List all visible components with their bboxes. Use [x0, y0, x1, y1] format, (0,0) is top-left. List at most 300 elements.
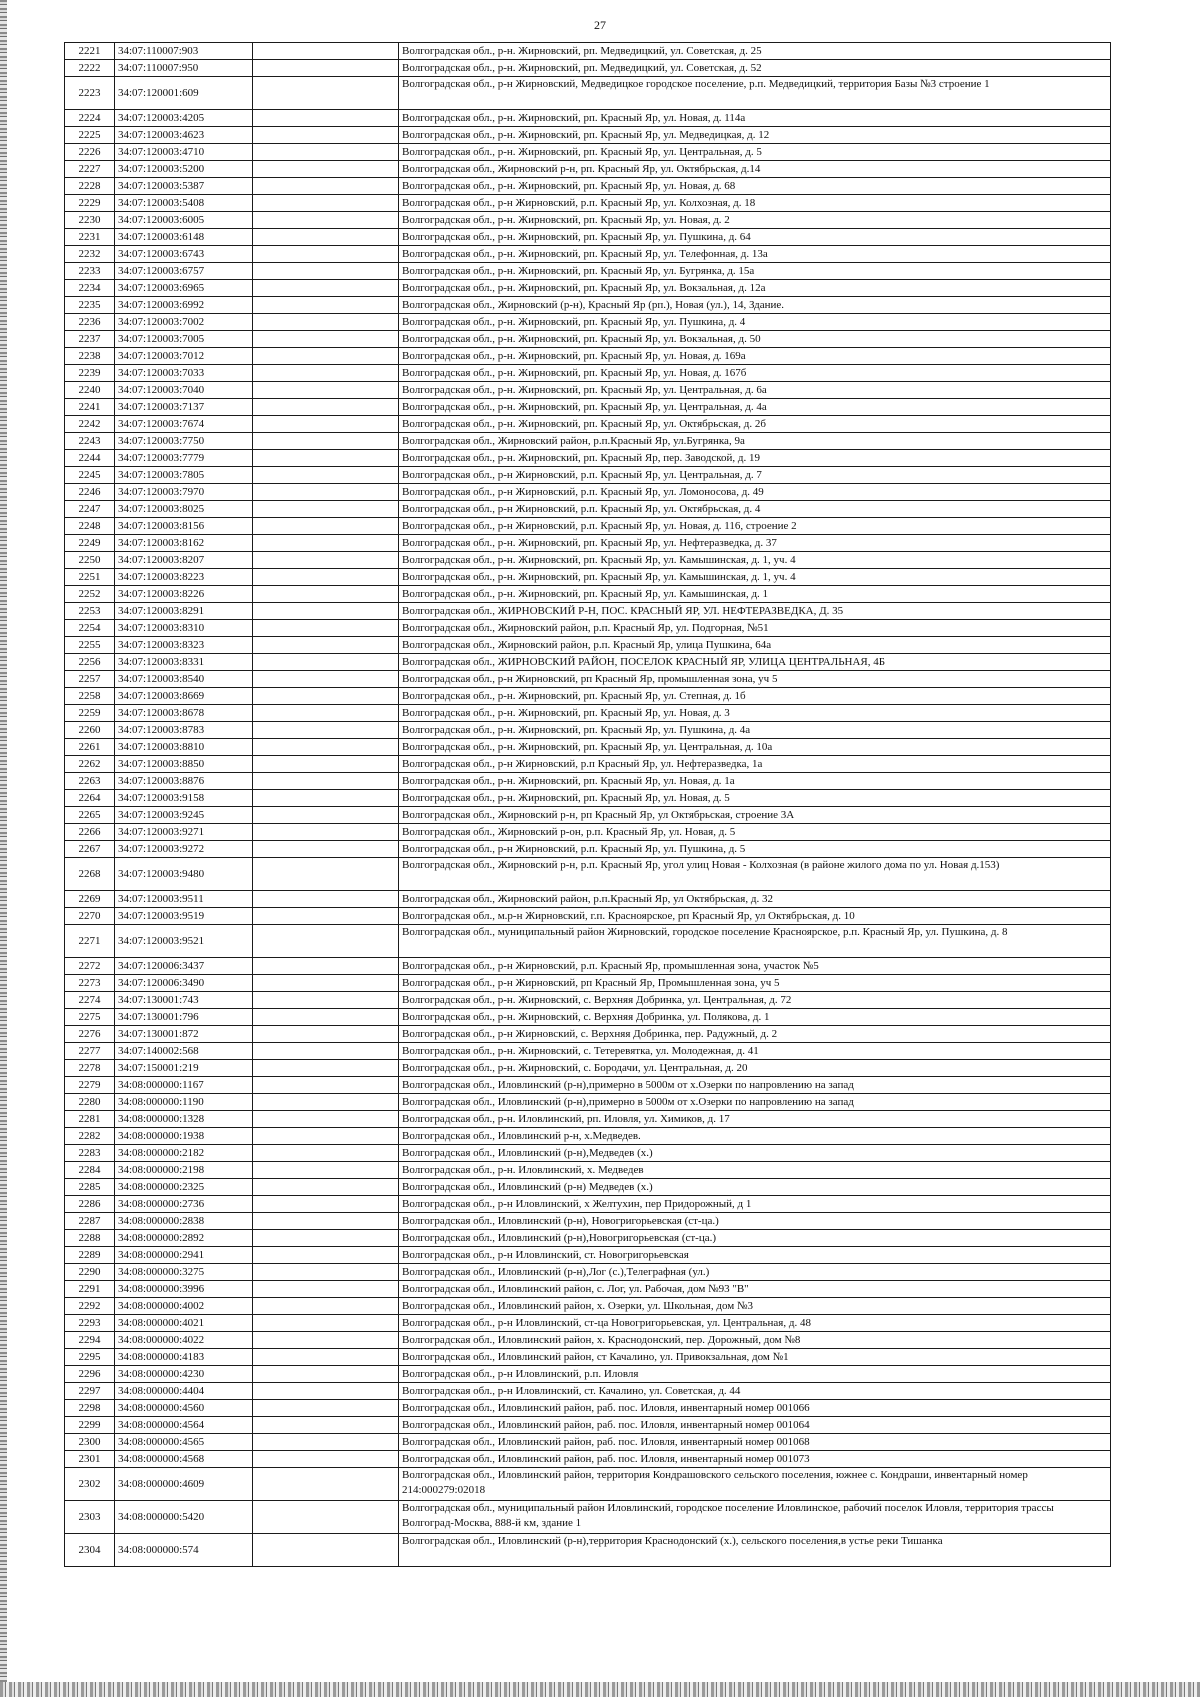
blank-cell [253, 161, 399, 178]
table-row [65, 586, 1111, 603]
cadastral-number-cell: 34:07:120003:8810 [115, 739, 253, 756]
table-row [65, 144, 1111, 161]
row-number-cell: 2250 [65, 552, 115, 569]
cadastral-number-cell: 34:07:120003:8025 [115, 501, 253, 518]
blank-cell [253, 1264, 399, 1281]
cadastral-number-cell: 34:07:130001:743 [115, 992, 253, 1009]
cadastral-number-cell: 34:07:120003:7005 [115, 331, 253, 348]
blank-cell [253, 1077, 399, 1094]
address-cell: Волгоградская обл., Иловлинский район, раб. пос. Иловля, инвентарный номер 001064 [399, 1417, 1111, 1434]
cadastral-number-cell: 34:07:120006:3490 [115, 975, 253, 992]
row-number-cell: 2289 [65, 1247, 115, 1264]
cadastral-number-cell: 34:07:120003:8540 [115, 671, 253, 688]
row-number-cell: 2287 [65, 1213, 115, 1230]
blank-cell [253, 1196, 399, 1213]
row-number-cell: 2244 [65, 450, 115, 467]
address-cell: Волгоградская обл., Жирновский р-н, рп Красный Яр, ул Октябрьская, строение 3А [399, 807, 1111, 824]
blank-cell [253, 1468, 399, 1501]
blank-cell [253, 1366, 399, 1383]
row-number-cell: 2258 [65, 688, 115, 705]
cadastral-number-cell: 34:07:120003:5387 [115, 178, 253, 195]
row-number-cell: 2274 [65, 992, 115, 1009]
address-cell: Волгоградская обл., р-н. Жирновский, рп. Красный Яр, ул. Новая, д. 3 [399, 705, 1111, 722]
address-cell: Волгоградская обл., р-н Иловлинский, х Желтухин, пер Придорожный, д 1 [399, 1196, 1111, 1213]
blank-cell [253, 110, 399, 127]
table-row [65, 178, 1111, 195]
table-row [65, 450, 1111, 467]
blank-cell [253, 807, 399, 824]
address-cell: Волгоградская обл., Иловлинский район, территория Кондрашовского сельского поселения, южнее с. Кондраши, инвентарный номер 214:000279:02018 [399, 1468, 1111, 1501]
row-number-cell: 2283 [65, 1145, 115, 1162]
row-number-cell: 2293 [65, 1315, 115, 1332]
table-row [65, 1366, 1111, 1383]
address-cell: Волгоградская обл., Иловлинский район, с. Лог, ул. Рабочая, дом №93 "В" [399, 1281, 1111, 1298]
table-row [65, 620, 1111, 637]
address-cell: Волгоградская обл., р-н. Жирновский, рп. Красный Яр, ул. Пушкина, д. 64 [399, 229, 1111, 246]
table-row [65, 773, 1111, 790]
row-number-cell: 2298 [65, 1400, 115, 1417]
blank-cell [253, 60, 399, 77]
address-cell: Волгоградская обл., р-н. Жирновский, рп. Красный Яр, ул. Бугрянка, д. 15а [399, 263, 1111, 280]
address-cell: Волгоградская обл., Жирновский р-н, рп. Красный Яр, ул. Октябрьская, д.14 [399, 161, 1111, 178]
blank-cell [253, 975, 399, 992]
cadastral-number-cell: 34:07:120003:9519 [115, 908, 253, 925]
cadastral-number-cell: 34:07:140002:568 [115, 1043, 253, 1060]
address-cell: Волгоградская обл., р-н Жирновский, с. Верхняя Добринка, пер. Радужный, д. 2 [399, 1026, 1111, 1043]
row-number-cell: 2245 [65, 467, 115, 484]
blank-cell [253, 1501, 399, 1534]
table-row [65, 1230, 1111, 1247]
blank-cell [253, 603, 399, 620]
cadastral-number-cell: 34:07:120003:6743 [115, 246, 253, 263]
row-number-cell: 2235 [65, 297, 115, 314]
table-row [65, 43, 1111, 60]
table-row [65, 569, 1111, 586]
cadastral-number-cell: 34:07:120003:9245 [115, 807, 253, 824]
address-cell: Волгоградская обл., р-н. Жирновский, с. Верхняя Добринка, ул. Полякова, д. 1 [399, 1009, 1111, 1026]
row-number-cell: 2254 [65, 620, 115, 637]
cadastral-number-cell: 34:07:120003:6757 [115, 263, 253, 280]
blank-cell [253, 77, 399, 110]
blank-cell [253, 1383, 399, 1400]
address-cell: Волгоградская обл., Иловлинский район, х. Краснодонский, пер. Дорожный, дом №8 [399, 1332, 1111, 1349]
address-cell: Волгоградская обл., р-н. Иловлинский, рп. Иловля, ул. Химиков, д. 17 [399, 1111, 1111, 1128]
cadastral-number-cell: 34:07:120003:8850 [115, 756, 253, 773]
table-row [65, 348, 1111, 365]
address-cell: Волгоградская обл., р-н. Жирновский, рп. Красный Яр, ул. Пушкина, д. 4а [399, 722, 1111, 739]
table-row [65, 110, 1111, 127]
cadastral-number-cell: 34:08:000000:4568 [115, 1451, 253, 1468]
table-row [65, 958, 1111, 975]
row-number-cell: 2286 [65, 1196, 115, 1213]
blank-cell [253, 501, 399, 518]
table-row [65, 280, 1111, 297]
table-row [65, 603, 1111, 620]
table-row [65, 756, 1111, 773]
address-cell: Волгоградская обл., Иловлинский (р-н), Новогригорьевская (ст-ца.) [399, 1213, 1111, 1230]
address-cell: Волгоградская обл., р-н. Жирновский, рп. Красный Яр, ул. Новая, д. 2 [399, 212, 1111, 229]
row-number-cell: 2234 [65, 280, 115, 297]
row-number-cell: 2243 [65, 433, 115, 450]
row-number-cell: 2229 [65, 195, 115, 212]
cadastral-number-cell: 34:08:000000:4021 [115, 1315, 253, 1332]
blank-cell [253, 1298, 399, 1315]
address-cell: Волгоградская обл., Жирновский район, р.п. Красный Яр, улица Пушкина, 64а [399, 637, 1111, 654]
cadastral-number-cell: 34:07:120003:7750 [115, 433, 253, 450]
cadastral-number-cell: 34:07:120003:4710 [115, 144, 253, 161]
cadastral-number-cell: 34:08:000000:1328 [115, 1111, 253, 1128]
cadastral-number-cell: 34:07:120003:8223 [115, 569, 253, 586]
blank-cell [253, 958, 399, 975]
row-number-cell: 2255 [65, 637, 115, 654]
blank-cell [253, 297, 399, 314]
table-row [65, 637, 1111, 654]
address-cell: Волгоградская обл., р-н Жирновский, р.п. Красный Яр, промышленная зона, участок №5 [399, 958, 1111, 975]
blank-cell [253, 1247, 399, 1264]
blank-cell [253, 891, 399, 908]
row-number-cell: 2222 [65, 60, 115, 77]
row-number-cell: 2249 [65, 535, 115, 552]
cadastral-number-cell: 34:07:120003:7033 [115, 365, 253, 382]
table-row [65, 1111, 1111, 1128]
table-row [65, 77, 1111, 110]
cadastral-number-cell: 34:07:120003:9271 [115, 824, 253, 841]
row-number-cell: 2227 [65, 161, 115, 178]
row-number-cell: 2257 [65, 671, 115, 688]
row-number-cell: 2223 [65, 77, 115, 110]
row-number-cell: 2271 [65, 925, 115, 958]
table-row [65, 535, 1111, 552]
table-row [65, 1298, 1111, 1315]
row-number-cell: 2276 [65, 1026, 115, 1043]
blank-cell [253, 1417, 399, 1434]
address-cell: Волгоградская обл., р-н Иловлинский, ст. Качалино, ул. Советская, д. 44 [399, 1383, 1111, 1400]
cadastral-number-cell: 34:08:000000:2892 [115, 1230, 253, 1247]
address-cell: Волгоградская обл., муниципальный район Жирновский, городское поселение Красноярское, р.п. Красный Яр, ул. Пушкина, д. 8 [399, 925, 1111, 958]
cadastral-number-cell: 34:08:000000:3996 [115, 1281, 253, 1298]
blank-cell [253, 1315, 399, 1332]
address-cell: Волгоградская обл., р-н. Жирновский, рп. Красный Яр, ул. Камышинская, д. 1, уч. 4 [399, 569, 1111, 586]
blank-cell [253, 1162, 399, 1179]
row-number-cell: 2302 [65, 1468, 115, 1501]
blank-cell [253, 450, 399, 467]
cadastral-number-cell: 34:07:150001:219 [115, 1060, 253, 1077]
row-number-cell: 2285 [65, 1179, 115, 1196]
blank-cell [253, 586, 399, 603]
table-row [65, 1077, 1111, 1094]
address-cell: Волгоградская обл., Иловлинский (р-н),Лог (с.),Телеграфная (ул.) [399, 1264, 1111, 1281]
table-row [65, 1417, 1111, 1434]
row-number-cell: 2238 [65, 348, 115, 365]
cadastral-number-cell: 34:08:000000:4404 [115, 1383, 253, 1400]
row-number-cell: 2225 [65, 127, 115, 144]
table-row [65, 925, 1111, 958]
address-cell: Волгоградская обл., Иловлинский (р-н),примерно в 5000м от х.Озерки по напровлению на запад [399, 1077, 1111, 1094]
address-cell: Волгоградская обл., р-н. Жирновский, с. Верхняя Добринка, ул. Центральная, д. 72 [399, 992, 1111, 1009]
blank-cell [253, 195, 399, 212]
row-number-cell: 2291 [65, 1281, 115, 1298]
blank-cell [253, 382, 399, 399]
table-row [65, 1534, 1111, 1567]
row-number-cell: 2277 [65, 1043, 115, 1060]
address-cell: Волгоградская обл., р-н Жирновский, р.п. Красный Яр, ул. Октябрьская, д. 4 [399, 501, 1111, 518]
address-cell: Волгоградская обл., Жирновский (р-н), Красный Яр (рп.), Новая (ул.), 14, Здание. [399, 297, 1111, 314]
cadastral-number-cell: 34:08:000000:4022 [115, 1332, 253, 1349]
table-row [65, 705, 1111, 722]
table-row [65, 127, 1111, 144]
blank-cell [253, 654, 399, 671]
cadastral-number-cell: 34:08:000000:2325 [115, 1179, 253, 1196]
cadastral-number-cell: 34:07:120003:7779 [115, 450, 253, 467]
row-number-cell: 2280 [65, 1094, 115, 1111]
blank-cell [253, 535, 399, 552]
table-row [65, 263, 1111, 280]
cadastral-number-cell: 34:07:120003:7012 [115, 348, 253, 365]
row-number-cell: 2301 [65, 1451, 115, 1468]
cadastral-number-cell: 34:07:130001:796 [115, 1009, 253, 1026]
row-number-cell: 2278 [65, 1060, 115, 1077]
address-cell: Волгоградская обл., р-н Иловлинский, ст-ца Новогригорьевская, ул. Центральная, д. 48 [399, 1315, 1111, 1332]
blank-cell [253, 569, 399, 586]
table-row [65, 1315, 1111, 1332]
cadastral-number-cell: 34:08:000000:4565 [115, 1434, 253, 1451]
cadastral-number-cell: 34:08:000000:1190 [115, 1094, 253, 1111]
cadastral-number-cell: 34:07:120003:9158 [115, 790, 253, 807]
blank-cell [253, 992, 399, 1009]
table-row [65, 1196, 1111, 1213]
cadastral-number-cell: 34:07:120003:8310 [115, 620, 253, 637]
row-number-cell: 2230 [65, 212, 115, 229]
address-cell: Волгоградская обл., Иловлинский (р-н),Новогригорьевская (ст-ца.) [399, 1230, 1111, 1247]
cadastral-number-cell: 34:07:120003:8783 [115, 722, 253, 739]
blank-cell [253, 1332, 399, 1349]
row-number-cell: 2265 [65, 807, 115, 824]
cadastral-number-cell: 34:08:000000:5420 [115, 1501, 253, 1534]
table-row [65, 688, 1111, 705]
scan-bottom-edge [0, 1682, 1200, 1697]
blank-cell [253, 416, 399, 433]
table-row [65, 975, 1111, 992]
address-cell: Волгоградская обл., р-н. Жирновский, с. Тетеревятка, ул. Молодежная, д. 41 [399, 1043, 1111, 1060]
table-row [65, 1213, 1111, 1230]
table-row [65, 722, 1111, 739]
address-cell: Волгоградская обл., р-н Жирновский, рп Красный Яр, промышленная зона, уч 5 [399, 671, 1111, 688]
address-cell: Волгоградская обл., р-н. Жирновский, рп. Красный Яр, ул. Камышинская, д. 1, уч. 4 [399, 552, 1111, 569]
row-number-cell: 2239 [65, 365, 115, 382]
property-registry-table [64, 42, 1111, 1567]
cadastral-number-cell: 34:08:000000:574 [115, 1534, 253, 1567]
blank-cell [253, 688, 399, 705]
cadastral-number-cell: 34:07:120003:9521 [115, 925, 253, 958]
address-cell: Волгоградская обл., р-н. Жирновский, рп. Красный Яр, ул. Телефонная, д. 13а [399, 246, 1111, 263]
table-row [65, 1043, 1111, 1060]
address-cell: Волгоградская обл., р-н. Жирновский, рп. Красный Яр, ул. Новая, д. 5 [399, 790, 1111, 807]
address-cell: Волгоградская обл., Жирновский р-он, р.п. Красный Яр, ул. Новая, д. 5 [399, 824, 1111, 841]
table-row [65, 1281, 1111, 1298]
row-number-cell: 2268 [65, 858, 115, 891]
blank-cell [253, 314, 399, 331]
address-cell: Волгоградская обл., Жирновский р-н, р.п. Красный Яр, угол улиц Новая - Колхозная (в районе жилого дома по ул. Новая д.153) [399, 858, 1111, 891]
blank-cell [253, 1281, 399, 1298]
row-number-cell: 2270 [65, 908, 115, 925]
table-row [65, 314, 1111, 331]
row-number-cell: 2297 [65, 1383, 115, 1400]
table-row [65, 1009, 1111, 1026]
row-number-cell: 2263 [65, 773, 115, 790]
address-cell: Волгоградская обл., р-н. Жирновский, рп. Медведицкий, ул. Советская, д. 25 [399, 43, 1111, 60]
blank-cell [253, 773, 399, 790]
row-number-cell: 2281 [65, 1111, 115, 1128]
cadastral-number-cell: 34:08:000000:4183 [115, 1349, 253, 1366]
cadastral-number-cell: 34:08:000000:2198 [115, 1162, 253, 1179]
row-number-cell: 2288 [65, 1230, 115, 1247]
address-cell: Волгоградская обл., р-н. Жирновский, рп. Красный Яр, ул. Октябрьская, д. 2б [399, 416, 1111, 433]
table-row [65, 858, 1111, 891]
table-row [65, 824, 1111, 841]
row-number-cell: 2295 [65, 1349, 115, 1366]
scan-left-edge [0, 0, 7, 1697]
blank-cell [253, 1349, 399, 1366]
cadastral-number-cell: 34:07:120003:8876 [115, 773, 253, 790]
row-number-cell: 2272 [65, 958, 115, 975]
table-row [65, 365, 1111, 382]
cadastral-number-cell: 34:07:120003:8323 [115, 637, 253, 654]
blank-cell [253, 790, 399, 807]
address-cell: Волгоградская обл., р-н. Жирновский, рп. Медведицкий, ул. Советская, д. 52 [399, 60, 1111, 77]
table-row [65, 1434, 1111, 1451]
cadastral-number-cell: 34:07:120001:609 [115, 77, 253, 110]
blank-cell [253, 1060, 399, 1077]
row-number-cell: 2248 [65, 518, 115, 535]
blank-cell [253, 484, 399, 501]
address-cell: Волгоградская обл., р-н. Жирновский, рп. Красный Яр, ул. Новая, д. 114а [399, 110, 1111, 127]
cadastral-number-cell: 34:07:120003:6148 [115, 229, 253, 246]
address-cell: Волгоградская обл., р-н. Жирновский, рп. Красный Яр, ул. Новая, д. 68 [399, 178, 1111, 195]
row-number-cell: 2279 [65, 1077, 115, 1094]
address-cell: Волгоградская обл., р-н Жирновский, Медведицкое городское поселение, р.п. Медведицкий, территория Базы №3 строение 1 [399, 77, 1111, 110]
row-number-cell: 2296 [65, 1366, 115, 1383]
table-row [65, 246, 1111, 263]
table-row [65, 195, 1111, 212]
cadastral-number-cell: 34:07:110007:903 [115, 43, 253, 60]
table-row [65, 1264, 1111, 1281]
blank-cell [253, 620, 399, 637]
row-number-cell: 2233 [65, 263, 115, 280]
blank-cell [253, 1434, 399, 1451]
blank-cell [253, 1111, 399, 1128]
table-row [65, 790, 1111, 807]
blank-cell [253, 1179, 399, 1196]
table-row [65, 1400, 1111, 1417]
address-cell: Волгоградская обл., р-н Жирновский, р.п. Красный Яр, ул. Ломоносова, д. 49 [399, 484, 1111, 501]
address-cell: Волгоградская обл., р-н Жирновский, рп Красный Яр, Промышленная зона, уч 5 [399, 975, 1111, 992]
blank-cell [253, 1026, 399, 1043]
blank-cell [253, 1043, 399, 1060]
cadastral-number-cell: 34:07:120003:9511 [115, 891, 253, 908]
address-cell: Волгоградская обл., Жирновский район, р.п.Красный Яр, ул.Бугрянка, 9а [399, 433, 1111, 450]
table-row [65, 467, 1111, 484]
blank-cell [253, 824, 399, 841]
blank-cell [253, 229, 399, 246]
address-cell: Волгоградская обл., р-н. Жирновский, рп. Красный Яр, ул. Вокзальная, д. 12а [399, 280, 1111, 297]
table-row [65, 1332, 1111, 1349]
address-cell: Волгоградская обл., р-н. Жирновский, рп. Красный Яр, ул. Центральная, д. 4а [399, 399, 1111, 416]
row-number-cell: 2221 [65, 43, 115, 60]
address-cell: Волгоградская обл., м.р-н Жирновский, г.п. Красноярское, рп Красный Яр, ул Октябрьская, д. 10 [399, 908, 1111, 925]
blank-cell [253, 1230, 399, 1247]
blank-cell [253, 127, 399, 144]
address-cell: Волгоградская обл., р-н. Иловлинский, х. Медведев [399, 1162, 1111, 1179]
row-number-cell: 2292 [65, 1298, 115, 1315]
table-row [65, 992, 1111, 1009]
blank-cell [253, 756, 399, 773]
address-cell: Волгоградская обл., ЖИРНОВСКИЙ Р-Н, ПОС. КРАСНЫЙ ЯР, УЛ. НЕФТЕРАЗВЕДКА, Д. 35 [399, 603, 1111, 620]
blank-cell [253, 280, 399, 297]
table-row [65, 671, 1111, 688]
cadastral-number-cell: 34:08:000000:4564 [115, 1417, 253, 1434]
row-number-cell: 2251 [65, 569, 115, 586]
row-number-cell: 2273 [65, 975, 115, 992]
row-number-cell: 2267 [65, 841, 115, 858]
page-number: 27 [594, 18, 606, 32]
address-cell: Волгоградская обл., р-н Жирновский, р.п. Красный Яр, ул. Центральная, д. 7 [399, 467, 1111, 484]
table-row [65, 1247, 1111, 1264]
blank-cell [253, 144, 399, 161]
cadastral-number-cell: 34:07:120003:8162 [115, 535, 253, 552]
table-row [65, 1179, 1111, 1196]
blank-cell [253, 43, 399, 60]
cadastral-number-cell: 34:08:000000:1938 [115, 1128, 253, 1145]
cadastral-number-cell: 34:07:120003:8207 [115, 552, 253, 569]
cadastral-number-cell: 34:07:120003:9480 [115, 858, 253, 891]
address-cell: Волгоградская обл., Иловлинский (р-н),Медведев (х.) [399, 1145, 1111, 1162]
cadastral-number-cell: 34:08:000000:4230 [115, 1366, 253, 1383]
cadastral-number-cell: 34:08:000000:4560 [115, 1400, 253, 1417]
address-cell: Волгоградская обл., Иловлинский район, раб. пос. Иловля, инвентарный номер 001073 [399, 1451, 1111, 1468]
row-number-cell: 2232 [65, 246, 115, 263]
address-cell: Волгоградская обл., Иловлинский район, х. Озерки, ул. Школьная, дом №3 [399, 1298, 1111, 1315]
cadastral-number-cell: 34:07:120003:7805 [115, 467, 253, 484]
cadastral-number-cell: 34:08:000000:4002 [115, 1298, 253, 1315]
blank-cell [253, 467, 399, 484]
address-cell: Волгоградская обл., р-н. Жирновский, рп. Красный Яр, ул. Пушкина, д. 4 [399, 314, 1111, 331]
table-row [65, 60, 1111, 77]
blank-cell [253, 365, 399, 382]
cadastral-number-cell: 34:07:120003:7002 [115, 314, 253, 331]
blank-cell [253, 331, 399, 348]
row-number-cell: 2236 [65, 314, 115, 331]
table-row [65, 654, 1111, 671]
cadastral-number-cell: 34:07:120003:8678 [115, 705, 253, 722]
table-row [65, 1128, 1111, 1145]
table-row [65, 212, 1111, 229]
blank-cell [253, 348, 399, 365]
cadastral-number-cell: 34:07:120003:4205 [115, 110, 253, 127]
row-number-cell: 2300 [65, 1434, 115, 1451]
address-cell: Волгоградская обл., ЖИРНОВСКИЙ РАЙОН, ПОСЕЛОК КРАСНЫЙ ЯР, УЛИЦА ЦЕНТРАЛЬНАЯ, 4Б [399, 654, 1111, 671]
cadastral-number-cell: 34:08:000000:3275 [115, 1264, 253, 1281]
table-row [65, 433, 1111, 450]
table-row [65, 1060, 1111, 1077]
blank-cell [253, 552, 399, 569]
blank-cell [253, 858, 399, 891]
cadastral-number-cell: 34:07:120003:9272 [115, 841, 253, 858]
blank-cell [253, 739, 399, 756]
table-row [65, 161, 1111, 178]
cadastral-number-cell: 34:07:110007:950 [115, 60, 253, 77]
row-number-cell: 2253 [65, 603, 115, 620]
cadastral-number-cell: 34:08:000000:2941 [115, 1247, 253, 1264]
